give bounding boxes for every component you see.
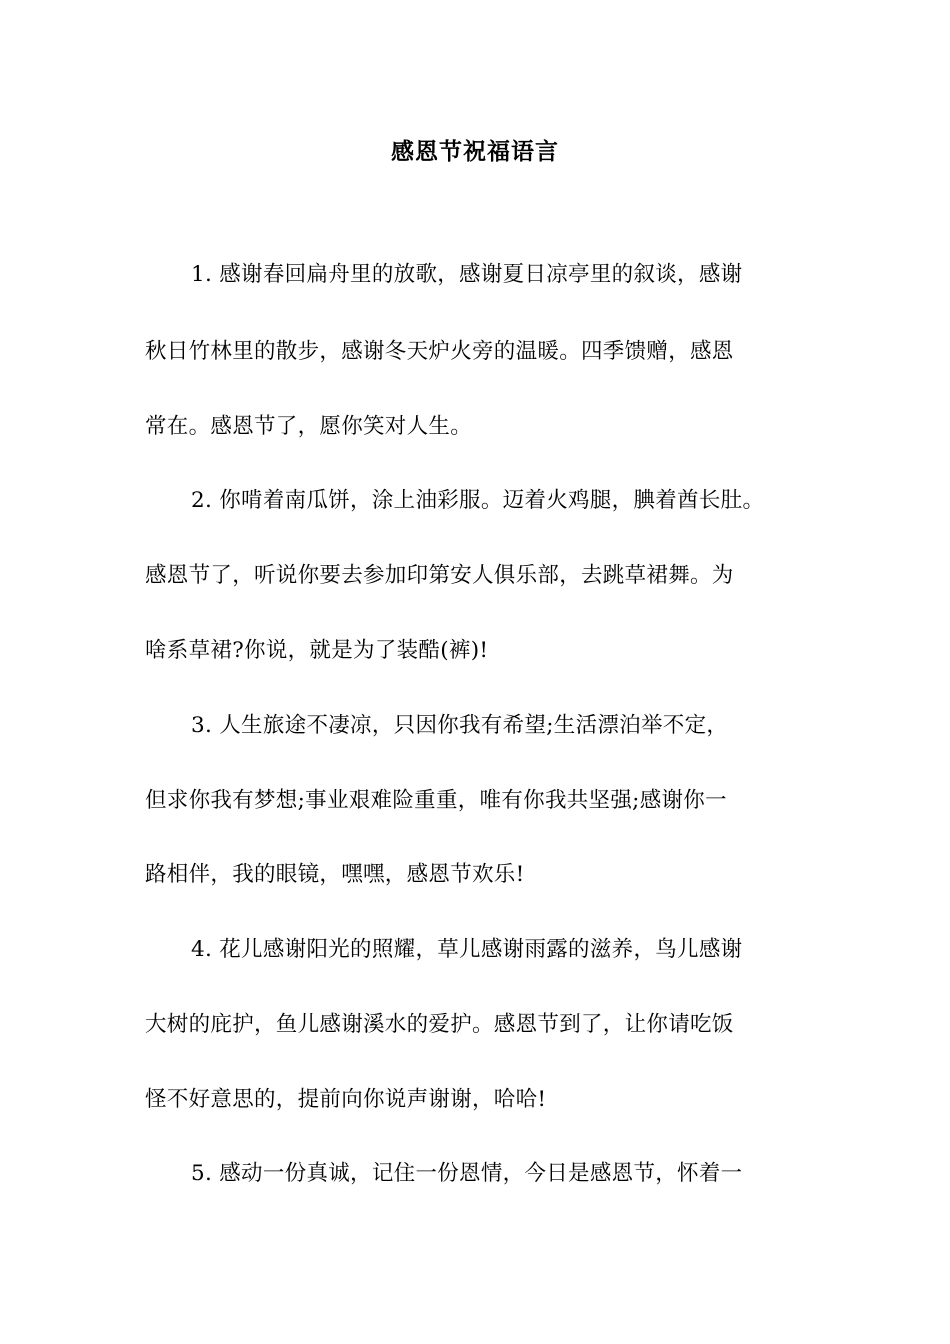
paragraph-4-line-2: 大树的庇护，鱼儿感谢溪水的爱护。感恩节到了，让你请吃饭 bbox=[145, 1012, 734, 1037]
paragraph-2-line-2: 感恩节了，听说你要去参加印第安人俱乐部，去跳草裙舞。为 bbox=[145, 563, 734, 588]
paragraph-4-line-1: 4. 花儿感谢阳光的照耀，草儿感谢雨露的滋养，鸟儿感谢 bbox=[191, 937, 743, 962]
document-title: 感恩节祝福语言 bbox=[391, 138, 559, 165]
paragraph-4-line-3: 怪不好意思的，提前向你说声谢谢，哈哈! bbox=[145, 1087, 547, 1112]
paragraph-3-line-3: 路相伴，我的眼镜，嘿嘿，感恩节欢乐! bbox=[145, 862, 525, 887]
paragraph-2-line-3: 啥系草裙?你说，就是为了装酷(裤)! bbox=[145, 638, 489, 663]
paragraph-1-line-3: 常在。感恩节了，愿你笑对人生。 bbox=[145, 414, 473, 439]
paragraph-1-line-2: 秋日竹林里的散步，感谢冬天炉火旁的温暖。四季馈赠，感恩 bbox=[145, 339, 734, 364]
paragraph-3-line-2: 但求你我有梦想;事业艰难险重重，唯有你我共坚强;感谢你一 bbox=[145, 788, 727, 813]
paragraph-3-line-1: 3. 人生旅途不凄凉，只因你我有希望;生活漂泊举不定， bbox=[191, 713, 729, 738]
paragraph-1-line-1: 1. 感谢春回扁舟里的放歌，感谢夏日凉亭里的叙谈，感谢 bbox=[191, 262, 743, 287]
paragraph-5-line-1: 5. 感动一份真诚，记住一份恩情，今日是感恩节，怀着一 bbox=[191, 1161, 743, 1186]
paragraph-2-line-1: 2. 你啃着南瓜饼，涂上油彩服。迈着火鸡腿，腆着酋长肚。 bbox=[191, 488, 765, 513]
